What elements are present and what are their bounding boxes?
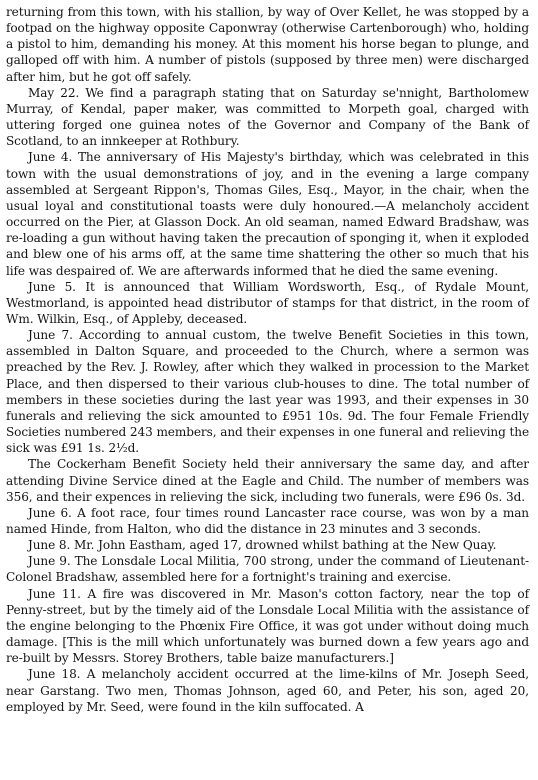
paragraph-cockerham: The Cockerham Benefit Society held their anniversary the same day, and after attending Divine Service dined at the Eagle and Child. The number of members was 356, and their expences in relieving the sick, including two funerals, were £96 0s. 3d. — [6, 457, 529, 504]
paragraph-continued: returning from this town, with his stallion, by way of Over Kellet, he was stopped by a footpad on the highway opposite Caponwray (otherwise Cartenborough) who, holding a pistol to him, demanding his money. At this moment his horse began to plunge, and galloped off with him. A number of pistols (supposed by three men) were discharged after him, but he got off safely. — [6, 5, 529, 84]
paragraph-june-18: June 18. A melancholy accident occurred at the lime-kilns of Mr. Joseph Seed, near Garstang. Two men, Thomas Johnson, aged 60, and Peter, his son, aged 20, employed by Mr. Seed, were found in the kiln suffocated. A — [6, 667, 529, 714]
paragraph-june-8: June 8. Mr. John Eastham, aged 17, drowned whilst bathing at the New Quay. — [28, 538, 497, 553]
paragraph-june-7: June 7. According to annual custom, the twelve Benefit Societies in this town, assembled in Dalton Square, and proceeded to the Church, where a sermon was preached by the Rev. J. Rowley, after which they walked in procession to the Market Place, and then dispersed to their various club-houses to dine. The total number of members in these societies during the last year was 1993, and their expenses in 30 funerals and relieving the sick amounted to £951 10s. 9d. The four Female Friendly Societies numbered 243 members, and their expenses in one funeral and relieving the sick was £91 1s. 2½d. — [6, 328, 529, 456]
paragraph-june-6: June 6. A foot race, four times round Lancaster race course, was won by a man named Hinde, from Halton, who did the distance in 23 minutes and 3 seconds. — [6, 505, 529, 536]
paragraph-june-11: June 11. A fire was discovered in Mr. Mason's cotton factory, near the top of Penny-street, but by the timely aid of the Lonsdale Local Militia with the assistance of the engine belonging to the Phœnix Fire Office, it was got under without doing much damage. [This is the mill which unfortunately was burned down a few years ago and re-built by Messrs. Storey Brothers, table baize manufacturers.] — [6, 586, 529, 666]
paragraph-june-4: June 4. The anniversary of His Majesty's birthday, which was celebrated in this town with the usual demonstrations of joy, and in the evening a large company assembled at Sergeant Rippon's, Thomas Giles, Esq., Mayor, in the chair, when the usual loyal and constitutional toasts were duly honoured.—A melancholy accident occurred on the Pier, at Glasson Dock. An old seaman, named Edward Bradshaw, was re-loading a gun without having taken the precaution of sponging it, when it exploded and blew one of his arms off, at the same time shattering the other so much that his life was despaired of. We are afterwards informed that he died the same evening. — [6, 150, 529, 278]
paragraph-june-5: June 5. It is announced that William Wordsworth, Esq., of Rydale Mount, Westmorland, is appointed head distributor of stamps for that district, in the room of Wm. Wilkin, Esq., of Appleby, deceased. — [6, 279, 529, 326]
paragraph-june-9: June 9. The Lonsdale Local Militia, 700 strong, under the command of Lieutenant-Colonel Bradshaw, assembled here for a fortnight's training and exercise. — [6, 554, 529, 585]
paragraph-may-22: May 22. We find a paragraph stating that on Saturday se'nnight, Bartholomew Murray, of Kendal, paper maker, was committed to Morpeth goal, charged with uttering forged one guinea notes of the Governor and Company of the Bank of Scotland, to an innkeeper at Rothbury. — [6, 85, 529, 149]
